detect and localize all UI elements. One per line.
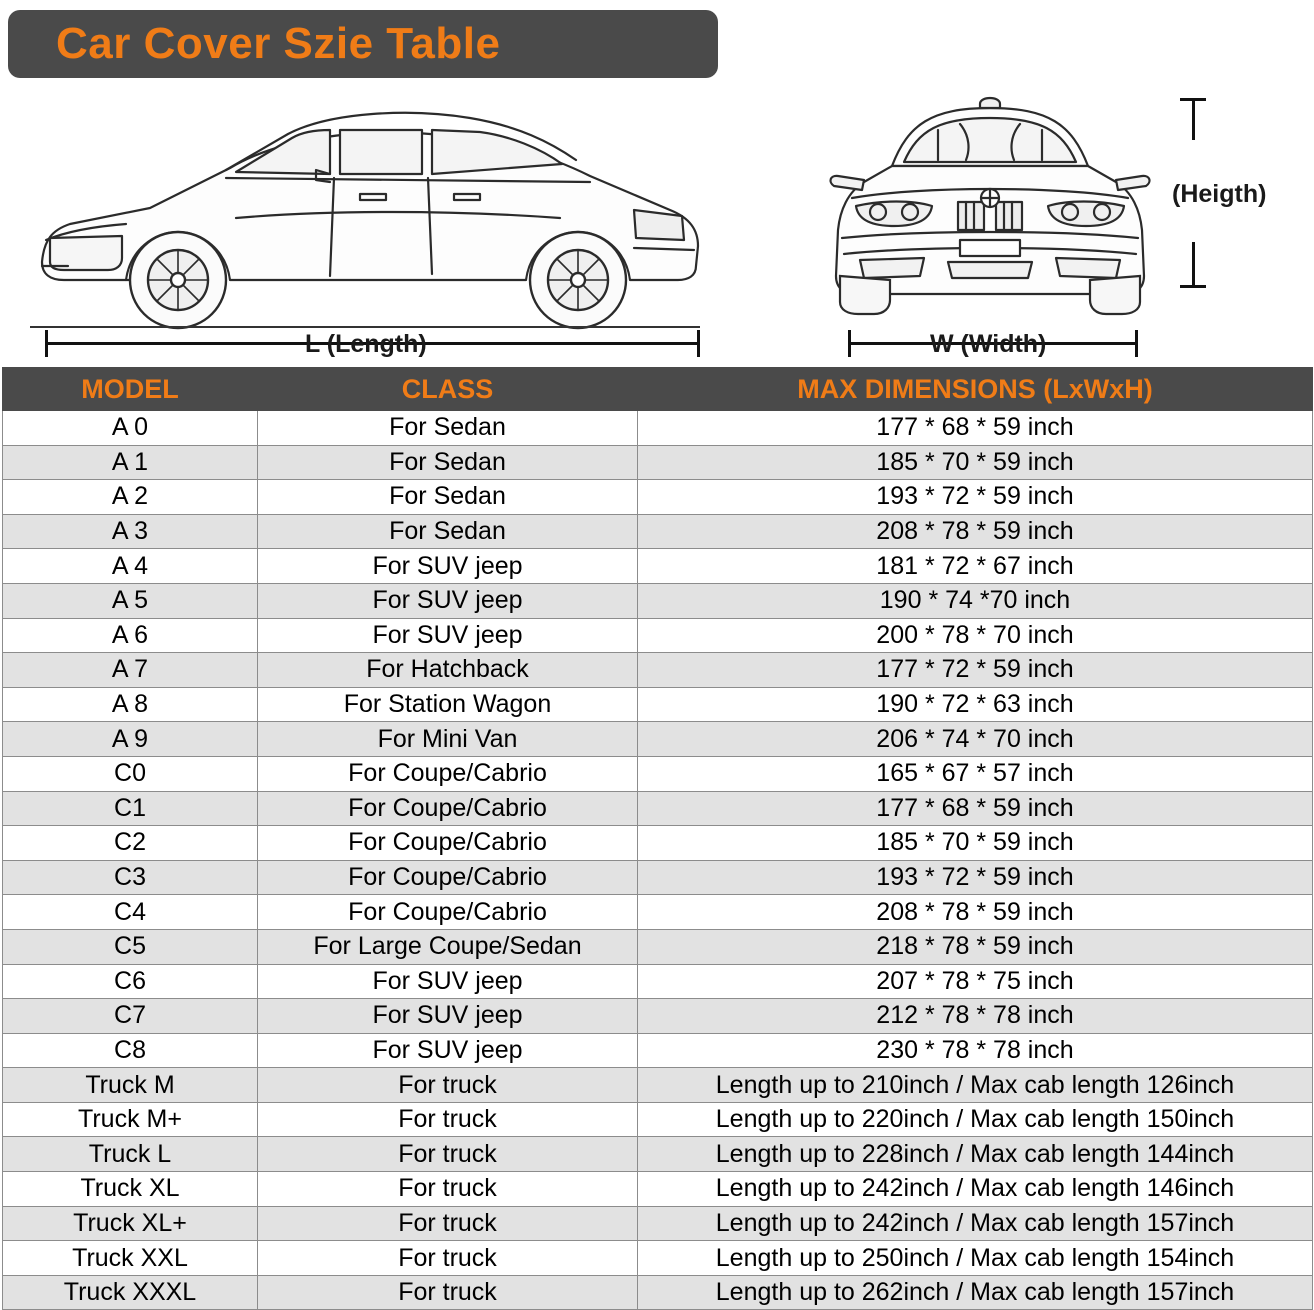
width-measure-cap-left [848, 330, 851, 357]
table-row [3, 1102, 1313, 1137]
cell-max-dimensions: 208 * 78 * 59 inch [638, 514, 1313, 549]
cell-class: For truck [258, 1275, 638, 1310]
cell-model: C2 [3, 826, 258, 861]
cell-class: For Coupe/Cabrio [258, 756, 638, 791]
cell-model: C4 [3, 895, 258, 930]
cell-model: A 6 [3, 618, 258, 653]
cell-max-dimensions: 218 * 78 * 59 inch [638, 929, 1313, 964]
cell-model: C8 [3, 1033, 258, 1068]
table-row [3, 653, 1313, 688]
cell-max-dimensions: Length up to 228inch / Max cab length 144inch [638, 1137, 1313, 1172]
cell-max-dimensions: 207 * 78 * 75 inch [638, 964, 1313, 999]
cell-max-dimensions: 190 * 74 *70 inch [638, 583, 1313, 618]
table-row [3, 1137, 1313, 1172]
cell-model: A 8 [3, 687, 258, 722]
cell-max-dimensions: 200 * 78 * 70 inch [638, 618, 1313, 653]
cell-model: A 1 [3, 445, 258, 480]
table-row [3, 929, 1313, 964]
cell-class: For truck [258, 1206, 638, 1241]
cell-class: For Mini Van [258, 722, 638, 757]
cell-class: For truck [258, 1241, 638, 1276]
cell-max-dimensions: 165 * 67 * 57 inch [638, 756, 1313, 791]
table-row [3, 1068, 1313, 1103]
cell-max-dimensions: 177 * 68 * 59 inch [638, 791, 1313, 826]
cell-max-dimensions: 181 * 72 * 67 inch [638, 549, 1313, 584]
title-banner [8, 10, 718, 78]
table-row [3, 791, 1313, 826]
cell-class: For Coupe/Cabrio [258, 826, 638, 861]
cell-class: For SUV jeep [258, 999, 638, 1034]
cell-max-dimensions: 212 * 78 * 78 inch [638, 999, 1313, 1034]
table-row [3, 722, 1313, 757]
length-measure-cap-right [697, 330, 700, 357]
cell-class: For truck [258, 1102, 638, 1137]
page-title: Car Cover Szie Table [56, 19, 501, 68]
table-row [3, 411, 1313, 446]
height-measure-line-lower [1192, 242, 1195, 288]
table-row [3, 964, 1313, 999]
table-row [3, 445, 1313, 480]
cell-model: A 9 [3, 722, 258, 757]
cell-class: For Large Coupe/Sedan [258, 929, 638, 964]
cell-model: C0 [3, 756, 258, 791]
cell-model: C3 [3, 860, 258, 895]
cell-model: Truck XL+ [3, 1206, 258, 1241]
cell-max-dimensions: 206 * 74 * 70 inch [638, 722, 1313, 757]
table-row [3, 1206, 1313, 1241]
cell-class: For truck [258, 1137, 638, 1172]
column-header-max-dimensions: MAX DIMENSIONS (LxWxH) [638, 368, 1313, 411]
ground-line [30, 326, 700, 328]
cell-model: Truck XL [3, 1172, 258, 1207]
cell-max-dimensions: 190 * 72 * 63 inch [638, 687, 1313, 722]
cell-model: C1 [3, 791, 258, 826]
cell-class: For SUV jeep [258, 1033, 638, 1068]
cell-model: A 4 [3, 549, 258, 584]
cell-max-dimensions: Length up to 242inch / Max cab length 157inch [638, 1206, 1313, 1241]
table-row [3, 1033, 1313, 1068]
cell-max-dimensions: 177 * 68 * 59 inch [638, 411, 1313, 446]
cell-class: For truck [258, 1172, 638, 1207]
width-measure-cap-right [1135, 330, 1138, 357]
cell-model: Truck M+ [3, 1102, 258, 1137]
cell-max-dimensions: 208 * 78 * 59 inch [638, 895, 1313, 930]
cell-max-dimensions: 230 * 78 * 78 inch [638, 1033, 1313, 1068]
table-body [3, 411, 1313, 1310]
table-row [3, 618, 1313, 653]
cell-class: For Station Wagon [258, 687, 638, 722]
table-row [3, 1275, 1313, 1310]
cell-max-dimensions: 177 * 72 * 59 inch [638, 653, 1313, 688]
cell-class: For Sedan [258, 480, 638, 515]
cell-model: Truck XXXL [3, 1275, 258, 1310]
cell-class: For Hatchback [258, 653, 638, 688]
table-row [3, 549, 1313, 584]
cell-class: For truck [258, 1068, 638, 1103]
table-row [3, 583, 1313, 618]
cell-model: A 3 [3, 514, 258, 549]
cell-max-dimensions: 185 * 70 * 59 inch [638, 826, 1313, 861]
front-view-car-illustration [820, 90, 1160, 330]
table-row [3, 860, 1313, 895]
cell-model: C7 [3, 999, 258, 1034]
table-header-row [3, 368, 1313, 411]
cell-class: For SUV jeep [258, 549, 638, 584]
cell-max-dimensions: Length up to 250inch / Max cab length 154inch [638, 1241, 1313, 1276]
cell-model: Truck XXL [3, 1241, 258, 1276]
cell-class: For Coupe/Cabrio [258, 860, 638, 895]
height-measure-line-upper [1192, 98, 1195, 140]
cell-class: For Sedan [258, 445, 638, 480]
cell-model: C5 [3, 929, 258, 964]
cell-max-dimensions: Length up to 242inch / Max cab length 146inch [638, 1172, 1313, 1207]
table-row [3, 756, 1313, 791]
cell-model: C6 [3, 964, 258, 999]
cell-max-dimensions: 185 * 70 * 59 inch [638, 445, 1313, 480]
column-header-model: MODEL [3, 368, 258, 411]
table-row [3, 1241, 1313, 1276]
diagram-area [0, 80, 1314, 365]
table-row [3, 1172, 1313, 1207]
length-label: L (Length) [305, 330, 427, 358]
cell-max-dimensions: Length up to 220inch / Max cab length 150inch [638, 1102, 1313, 1137]
table-row [3, 999, 1313, 1034]
cell-class: For SUV jeep [258, 583, 638, 618]
cell-class: For SUV jeep [258, 618, 638, 653]
cell-max-dimensions: 193 * 72 * 59 inch [638, 860, 1313, 895]
cell-class: For Sedan [258, 514, 638, 549]
column-header-class: CLASS [258, 368, 638, 411]
side-view-car-illustration [30, 90, 710, 330]
cell-model: Truck M [3, 1068, 258, 1103]
cell-model: A 5 [3, 583, 258, 618]
table-row [3, 514, 1313, 549]
cell-class: For SUV jeep [258, 964, 638, 999]
size-table [2, 367, 1313, 1310]
cell-model: Truck L [3, 1137, 258, 1172]
cell-max-dimensions: Length up to 262inch / Max cab length 157inch [638, 1275, 1313, 1310]
table-row [3, 895, 1313, 930]
cell-max-dimensions: Length up to 210inch / Max cab length 126inch [638, 1068, 1313, 1103]
cell-model: A 0 [3, 411, 258, 446]
width-label: W (Width) [930, 330, 1047, 358]
cell-class: For Sedan [258, 411, 638, 446]
length-measure-cap-left [45, 330, 48, 357]
table-row [3, 480, 1313, 515]
table-row [3, 687, 1313, 722]
cell-model: A 2 [3, 480, 258, 515]
height-label: (Heigth) [1172, 180, 1267, 208]
cell-model: A 7 [3, 653, 258, 688]
cell-class: For Coupe/Cabrio [258, 895, 638, 930]
cell-class: For Coupe/Cabrio [258, 791, 638, 826]
cell-max-dimensions: 193 * 72 * 59 inch [638, 480, 1313, 515]
table-row [3, 826, 1313, 861]
